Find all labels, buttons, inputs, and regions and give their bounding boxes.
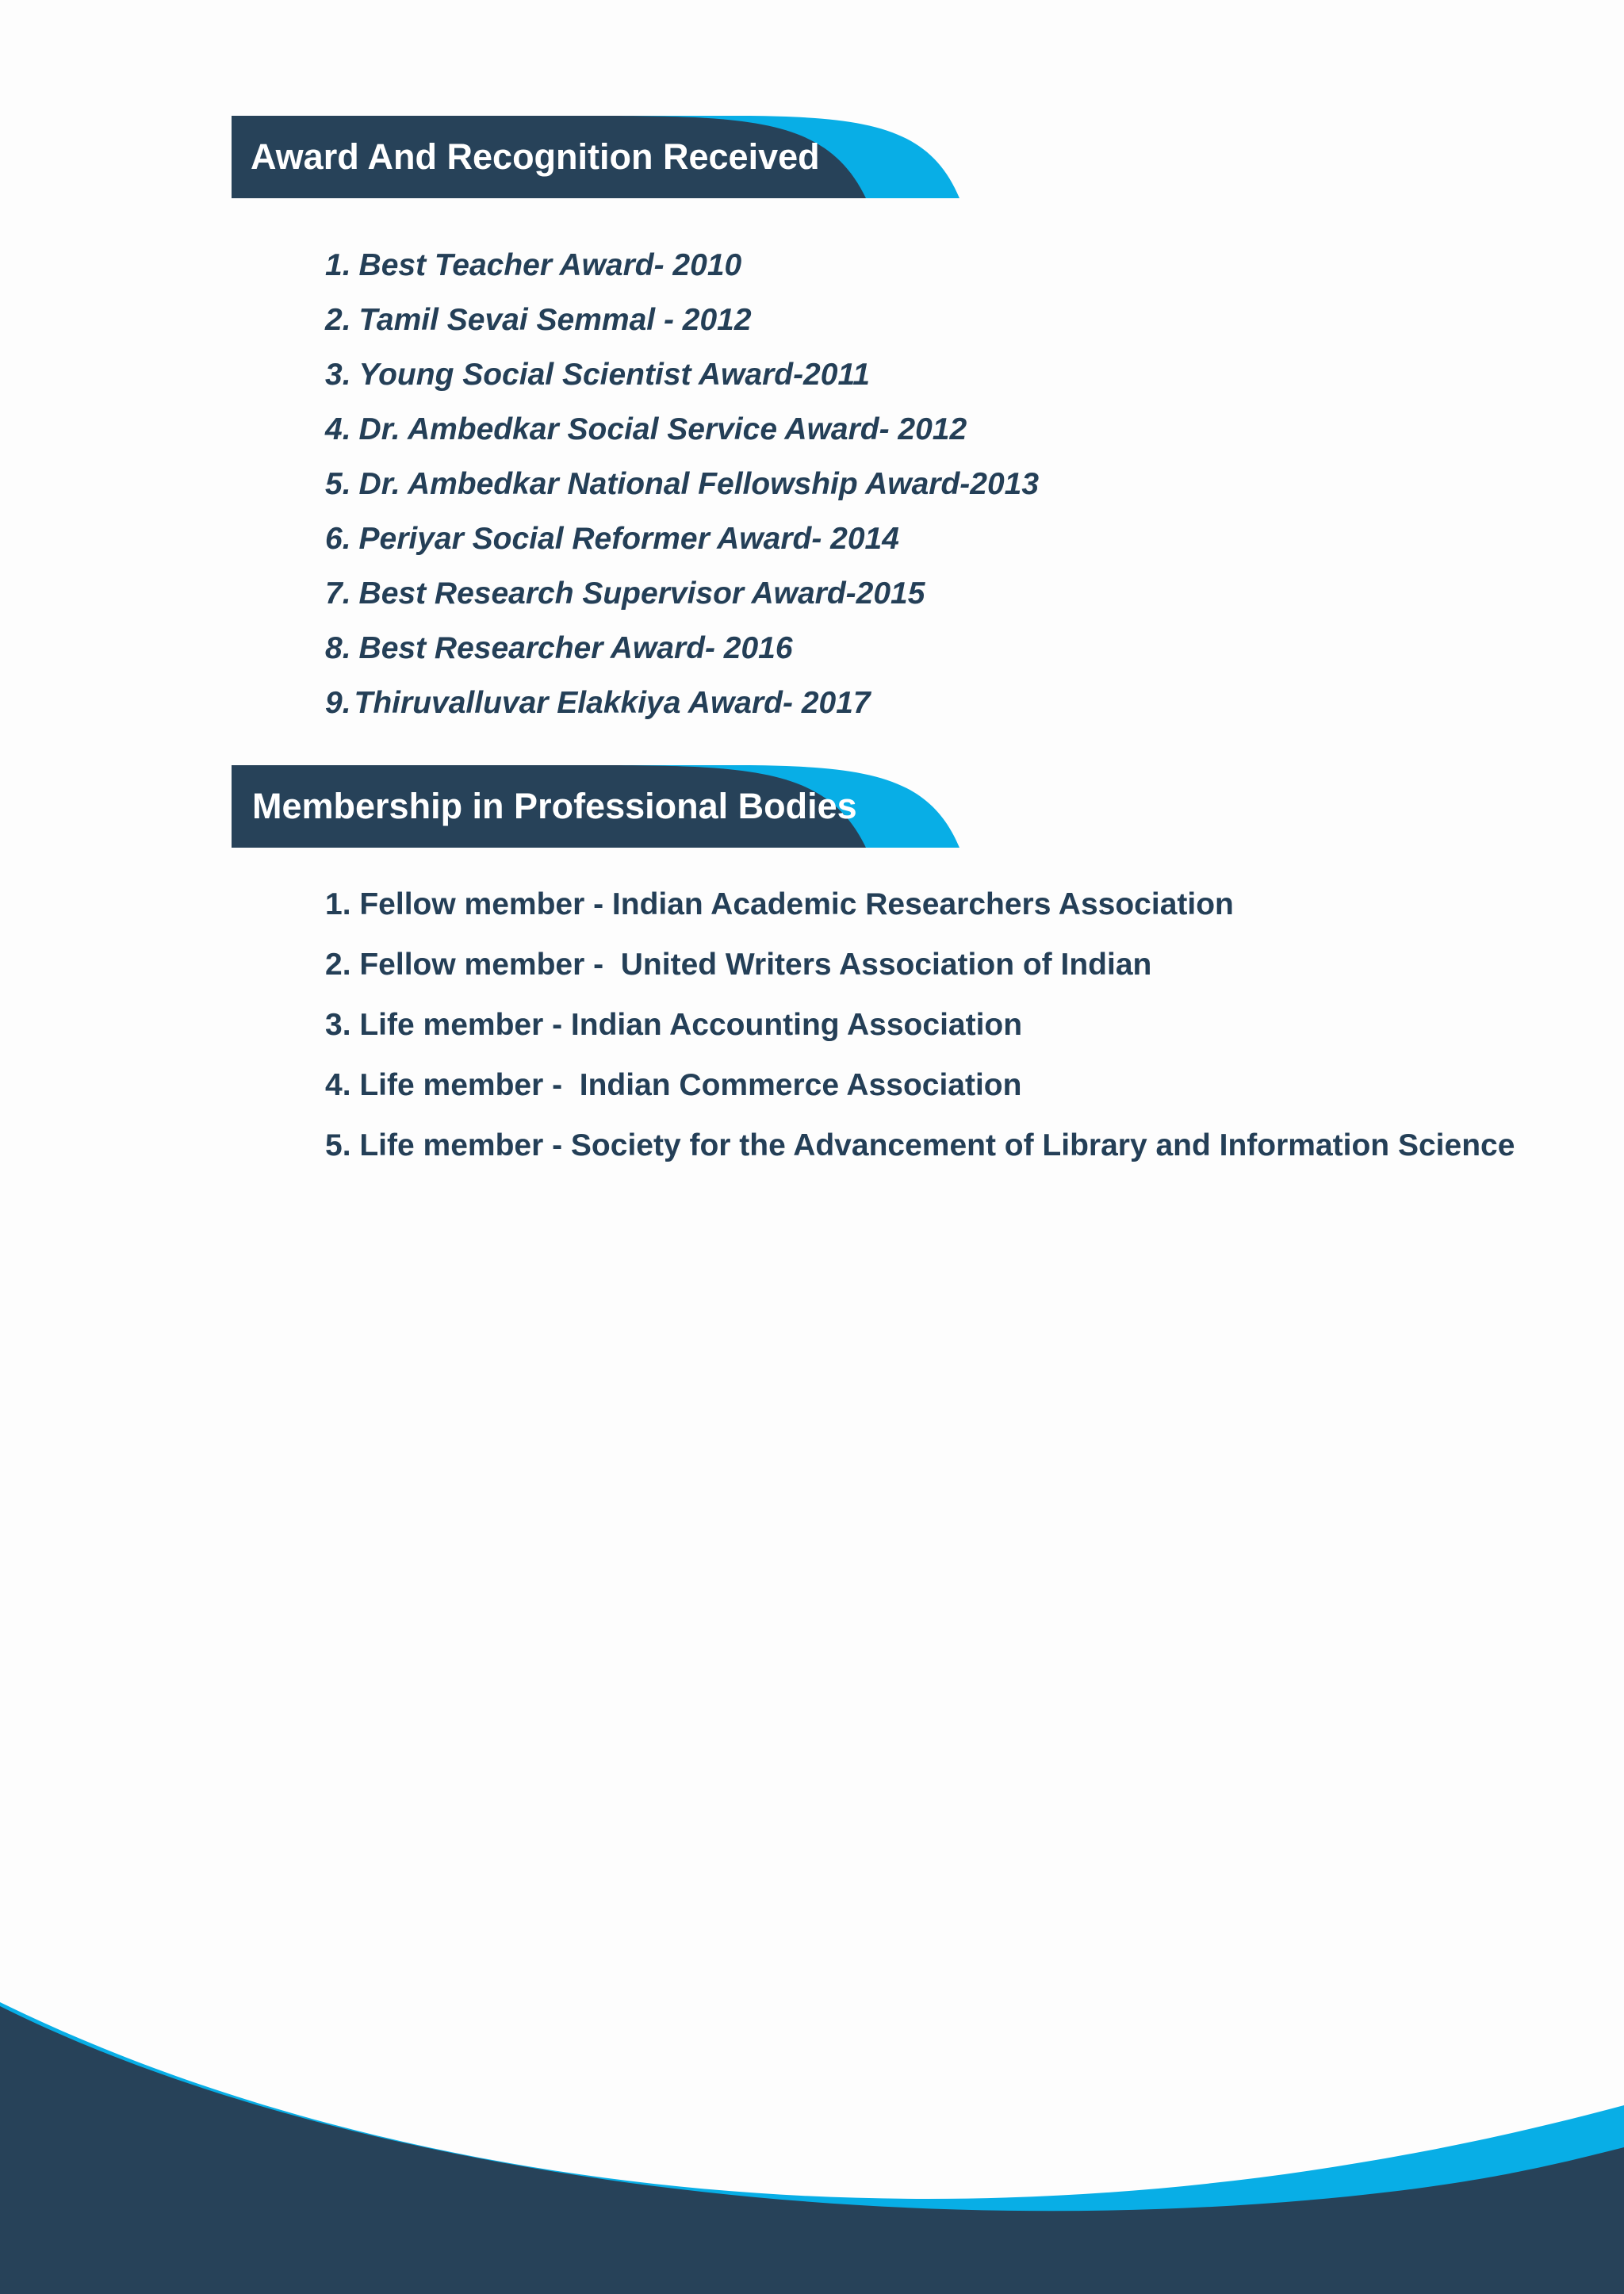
list-item: 5. Life member - Society for the Advancement of Library and Information Science	[325, 1128, 1515, 1162]
list-item: 2. Tamil Sevai Semmal - 2012	[325, 303, 752, 337]
list-item: 3. Young Social Scientist Award-2011	[325, 358, 870, 392]
list-item: 6. Periyar Social Reformer Award- 2014	[325, 522, 899, 556]
list-item: 3. Life member - Indian Accounting Association	[325, 1008, 1023, 1042]
list-item: 4. Life member - Indian Commerce Association	[325, 1068, 1022, 1102]
list-item: 1. Best Teacher Award- 2010	[325, 248, 742, 282]
list-item: 8. Best Researcher Award- 2016	[325, 631, 793, 665]
list-item: 1. Fellow member - Indian Academic Researchers Association	[325, 887, 1234, 921]
list-item: 2. Fellow member - United Writers Association of Indian	[325, 948, 1152, 982]
list-item: 5. Dr. Ambedkar National Fellowship Award-2013	[325, 467, 1040, 501]
awards-section-title: Award And Recognition Received	[251, 136, 820, 177]
list-item: 7. Best Research Supervisor Award-2015	[325, 576, 925, 611]
list-item: 4. Dr. Ambedkar Social Service Award- 2012	[325, 412, 967, 446]
membership-section-title: Membership in Professional Bodies	[252, 786, 857, 826]
list-item: 9. Thiruvalluvar Elakkiya Award- 2017	[325, 686, 871, 720]
